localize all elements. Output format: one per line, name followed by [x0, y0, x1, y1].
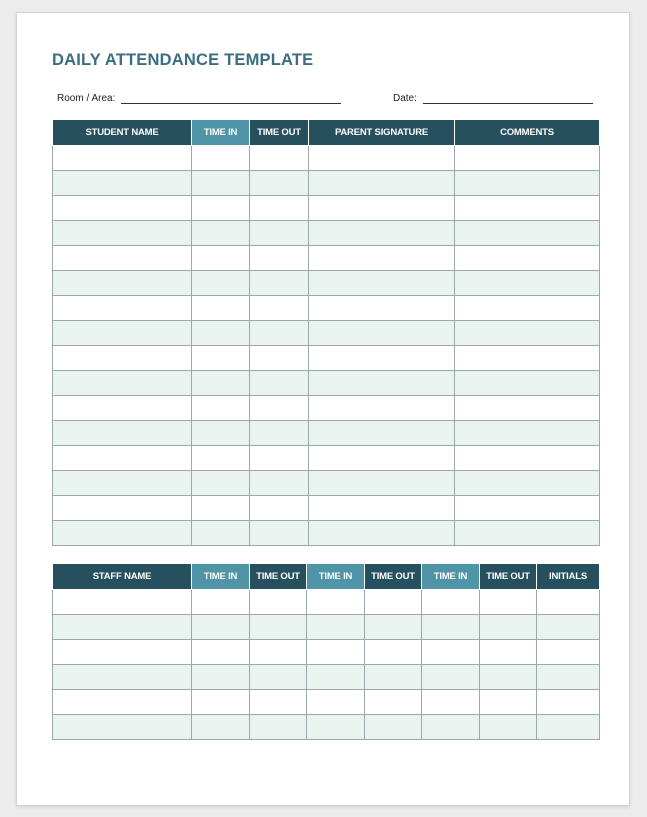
- student-attendance-table: [52, 119, 600, 546]
- student-table-cell[interactable]: [192, 446, 250, 471]
- student-table-row: [53, 521, 600, 546]
- student-table-cell[interactable]: [455, 196, 600, 221]
- student-table-cell[interactable]: [250, 271, 309, 296]
- student-table-cell[interactable]: [455, 246, 600, 271]
- student-table-cell[interactable]: [455, 396, 600, 421]
- student-table-cell[interactable]: [53, 171, 192, 196]
- student-table-row: [53, 146, 600, 171]
- time-out-header: TIME OUT: [250, 564, 307, 590]
- staff-table-cell[interactable]: [307, 690, 365, 715]
- staff-table-row: [53, 615, 600, 640]
- student-table-header-row: [53, 120, 600, 146]
- student-table-cell[interactable]: [192, 371, 250, 396]
- student-table-cell[interactable]: [192, 296, 250, 321]
- staff-table-row: [53, 665, 600, 690]
- staff-table-cell[interactable]: [53, 590, 192, 615]
- student-table-row: [53, 346, 600, 371]
- student-table-cell[interactable]: [192, 496, 250, 521]
- staff-table-cell[interactable]: [53, 640, 192, 665]
- student-table-cell[interactable]: [192, 196, 250, 221]
- student-table-cell[interactable]: [250, 396, 309, 421]
- student-table-cell[interactable]: [192, 271, 250, 296]
- student-table-cell[interactable]: [250, 196, 309, 221]
- student-table-cell[interactable]: [250, 346, 309, 371]
- staff-name-header: STAFF NAME: [53, 564, 192, 590]
- student-table-cell[interactable]: [250, 371, 309, 396]
- student-table-row: [53, 321, 600, 346]
- staff-table-cell[interactable]: [365, 690, 422, 715]
- staff-table-cell[interactable]: [192, 715, 250, 740]
- staff-table-cell[interactable]: [537, 690, 600, 715]
- student-table-cell[interactable]: [309, 346, 455, 371]
- student-table-cell[interactable]: [192, 396, 250, 421]
- time-out-header: TIME OUT: [480, 564, 537, 590]
- student-table-row: [53, 221, 600, 246]
- student-table-cell[interactable]: [250, 521, 309, 546]
- document-title: DAILY ATTENDANCE TEMPLATE: [52, 51, 314, 69]
- student-table-cell[interactable]: [455, 146, 600, 171]
- student-table-row: [53, 171, 600, 196]
- student-table-cell[interactable]: [53, 371, 192, 396]
- staff-table-cell[interactable]: [250, 640, 307, 665]
- student-table-cell[interactable]: [192, 171, 250, 196]
- student-table-cell[interactable]: [250, 496, 309, 521]
- time-in-header: TIME IN: [307, 564, 365, 590]
- student-table-cell[interactable]: [309, 471, 455, 496]
- date-input-line[interactable]: [423, 93, 593, 104]
- student-table-cell[interactable]: [309, 446, 455, 471]
- staff-table-cell[interactable]: [192, 665, 250, 690]
- staff-table-cell[interactable]: [192, 590, 250, 615]
- student-table-cell[interactable]: [250, 471, 309, 496]
- student-table-cell[interactable]: [192, 471, 250, 496]
- student-table-cell[interactable]: [309, 146, 455, 171]
- comments-header: COMMENTS: [455, 120, 600, 146]
- staff-table-row: [53, 715, 600, 740]
- room-area-label: Room / Area:: [57, 93, 116, 104]
- student-table-cell[interactable]: [53, 196, 192, 221]
- student-table-cell[interactable]: [309, 171, 455, 196]
- staff-table-cell[interactable]: [537, 715, 600, 740]
- student-table-cell[interactable]: [455, 221, 600, 246]
- staff-table-cell[interactable]: [250, 665, 307, 690]
- staff-attendance-table: [52, 563, 600, 740]
- student-table-cell[interactable]: [309, 221, 455, 246]
- student-table-cell[interactable]: [53, 221, 192, 246]
- student-table-cell[interactable]: [53, 396, 192, 421]
- student-table-cell[interactable]: [192, 221, 250, 246]
- student-table-row: [53, 471, 600, 496]
- staff-table-cell[interactable]: [537, 615, 600, 640]
- staff-table-cell[interactable]: [422, 615, 480, 640]
- student-table-cell[interactable]: [53, 146, 192, 171]
- student-table-cell[interactable]: [53, 271, 192, 296]
- staff-table-cell[interactable]: [480, 715, 537, 740]
- student-table-cell[interactable]: [250, 296, 309, 321]
- staff-table-cell[interactable]: [192, 640, 250, 665]
- staff-table-cell[interactable]: [365, 665, 422, 690]
- staff-table-cell[interactable]: [307, 640, 365, 665]
- document-page: [16, 12, 630, 806]
- time-in-header: TIME IN: [422, 564, 480, 590]
- staff-table-cell[interactable]: [365, 615, 422, 640]
- student-table-row: [53, 496, 600, 521]
- time-out-header: TIME OUT: [365, 564, 422, 590]
- time-in-header: TIME IN: [192, 564, 250, 590]
- student-table-cell[interactable]: [192, 146, 250, 171]
- staff-table-cell[interactable]: [53, 690, 192, 715]
- student-table-cell[interactable]: [250, 221, 309, 246]
- student-table-row: [53, 371, 600, 396]
- parent-signature-header: PARENT SIGNATURE: [309, 120, 455, 146]
- staff-table-cell[interactable]: [250, 590, 307, 615]
- staff-table-cell[interactable]: [192, 615, 250, 640]
- student-table-cell[interactable]: [455, 446, 600, 471]
- staff-table-cell[interactable]: [250, 690, 307, 715]
- staff-table-cell[interactable]: [365, 590, 422, 615]
- staff-table-cell[interactable]: [250, 615, 307, 640]
- staff-table-cell[interactable]: [480, 640, 537, 665]
- staff-table-cell[interactable]: [53, 615, 192, 640]
- staff-table-body: [53, 590, 600, 740]
- room-area-field: [57, 93, 341, 104]
- student-table-cell[interactable]: [250, 171, 309, 196]
- staff-table-row: [53, 640, 600, 665]
- staff-table-cell[interactable]: [365, 715, 422, 740]
- student-table-cell[interactable]: [192, 321, 250, 346]
- student-table-cell[interactable]: [455, 421, 600, 446]
- student-name-header: STUDENT NAME: [53, 120, 192, 146]
- time-in-header: TIME IN: [192, 120, 250, 146]
- staff-table-cell[interactable]: [537, 640, 600, 665]
- staff-table-cell[interactable]: [307, 665, 365, 690]
- student-table-cell[interactable]: [250, 246, 309, 271]
- student-table-row: [53, 296, 600, 321]
- time-out-header: TIME OUT: [250, 120, 309, 146]
- student-table-cell[interactable]: [309, 521, 455, 546]
- student-table-cell[interactable]: [309, 196, 455, 221]
- student-table-cell[interactable]: [309, 271, 455, 296]
- student-table-cell[interactable]: [53, 296, 192, 321]
- student-table-cell[interactable]: [250, 446, 309, 471]
- student-table-cell[interactable]: [53, 321, 192, 346]
- staff-table-cell[interactable]: [422, 665, 480, 690]
- date-label: Date:: [393, 93, 417, 104]
- student-table-cell[interactable]: [455, 271, 600, 296]
- student-table-row: [53, 246, 600, 271]
- student-table-cell[interactable]: [309, 246, 455, 271]
- student-table-cell[interactable]: [250, 421, 309, 446]
- student-table-cell[interactable]: [455, 296, 600, 321]
- student-table-body: [53, 146, 600, 546]
- student-table-cell[interactable]: [309, 371, 455, 396]
- student-table-cell[interactable]: [250, 146, 309, 171]
- student-table-cell[interactable]: [192, 246, 250, 271]
- student-table-cell[interactable]: [250, 321, 309, 346]
- student-table-row: [53, 421, 600, 446]
- staff-table-cell[interactable]: [480, 590, 537, 615]
- staff-table-cell[interactable]: [365, 640, 422, 665]
- staff-table-cell[interactable]: [307, 590, 365, 615]
- student-table-cell[interactable]: [53, 471, 192, 496]
- student-table-row: [53, 396, 600, 421]
- staff-table-cell[interactable]: [250, 715, 307, 740]
- student-table-cell[interactable]: [455, 521, 600, 546]
- student-table-cell[interactable]: [53, 521, 192, 546]
- student-table-cell[interactable]: [309, 321, 455, 346]
- date-field: [393, 93, 593, 104]
- student-table-cell[interactable]: [455, 471, 600, 496]
- initials-header: INITIALS: [537, 564, 600, 590]
- staff-table-row: [53, 690, 600, 715]
- student-table-cell[interactable]: [309, 396, 455, 421]
- student-table-cell[interactable]: [455, 321, 600, 346]
- staff-table-cell[interactable]: [307, 615, 365, 640]
- student-table-cell[interactable]: [309, 296, 455, 321]
- staff-table-cell[interactable]: [480, 665, 537, 690]
- student-table-cell[interactable]: [192, 521, 250, 546]
- student-table-cell[interactable]: [192, 346, 250, 371]
- staff-table-cell[interactable]: [480, 690, 537, 715]
- student-table-cell[interactable]: [53, 496, 192, 521]
- student-table-cell[interactable]: [455, 171, 600, 196]
- staff-table-cell[interactable]: [537, 665, 600, 690]
- student-table-row: [53, 446, 600, 471]
- staff-table-cell[interactable]: [422, 715, 480, 740]
- student-table-row: [53, 271, 600, 296]
- student-table-cell[interactable]: [455, 371, 600, 396]
- student-table-cell[interactable]: [53, 346, 192, 371]
- staff-table-cell[interactable]: [480, 615, 537, 640]
- student-table-row: [53, 196, 600, 221]
- staff-table-cell[interactable]: [192, 690, 250, 715]
- staff-table-row: [53, 590, 600, 615]
- staff-table-cell[interactable]: [537, 590, 600, 615]
- staff-table-cell[interactable]: [422, 590, 480, 615]
- staff-table-cell[interactable]: [422, 640, 480, 665]
- staff-table-cell[interactable]: [53, 665, 192, 690]
- student-table-cell[interactable]: [53, 446, 192, 471]
- staff-table-cell[interactable]: [307, 715, 365, 740]
- student-table-cell[interactable]: [455, 346, 600, 371]
- student-table-cell[interactable]: [192, 421, 250, 446]
- staff-table-cell[interactable]: [422, 690, 480, 715]
- staff-table-header-row: [53, 564, 600, 590]
- room-area-input-line[interactable]: [121, 93, 341, 104]
- staff-table-cell[interactable]: [53, 715, 192, 740]
- student-table-cell[interactable]: [309, 421, 455, 446]
- student-table-cell[interactable]: [53, 421, 192, 446]
- student-table-cell[interactable]: [309, 496, 455, 521]
- student-table-cell[interactable]: [455, 496, 600, 521]
- student-table-cell[interactable]: [53, 246, 192, 271]
